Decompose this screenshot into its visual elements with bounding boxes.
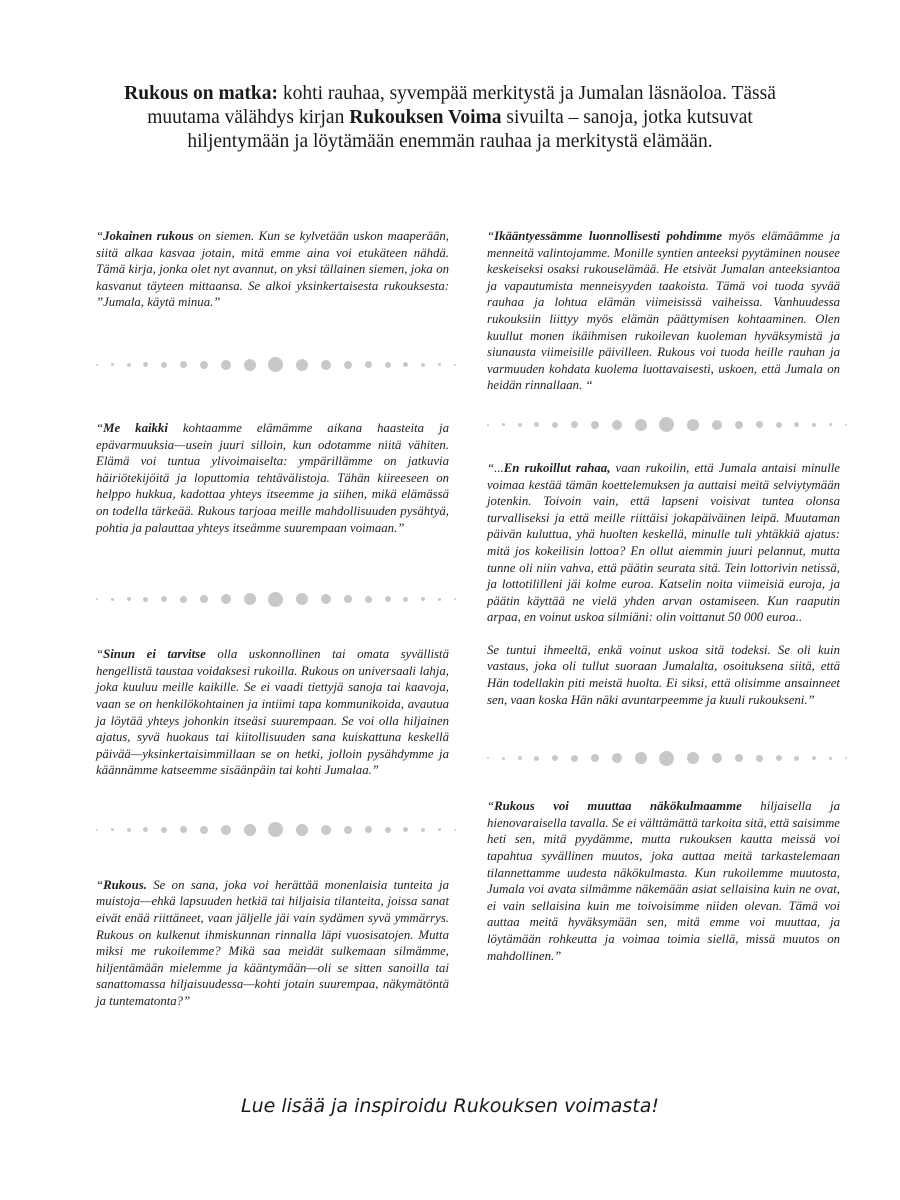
divider-dot bbox=[200, 826, 208, 834]
quote-rukous-voi-muuttaa bbox=[487, 798, 840, 964]
closing-call-to-action: Lue lisää ja inspiroidu Rukouksen voimasta! bbox=[240, 1095, 659, 1117]
dot-divider bbox=[96, 589, 456, 609]
quote-lead: Me kaikki bbox=[103, 420, 168, 435]
divider-dot bbox=[571, 755, 578, 762]
divider-dot bbox=[321, 825, 331, 835]
divider-dot bbox=[712, 420, 722, 430]
divider-dot bbox=[712, 753, 722, 763]
divider-dot bbox=[421, 363, 425, 367]
quote-sinun-ei-tarvitse bbox=[96, 646, 449, 779]
divider-dot bbox=[845, 424, 847, 426]
divider-dot bbox=[127, 597, 131, 601]
divider-dot bbox=[612, 753, 622, 763]
quote-ikaantyessamme bbox=[487, 228, 840, 394]
divider-dot bbox=[221, 594, 231, 604]
divider-dot bbox=[365, 596, 372, 603]
divider-dot bbox=[659, 751, 674, 766]
divider-dot bbox=[385, 362, 391, 368]
divider-dot bbox=[111, 828, 114, 831]
divider-dot bbox=[829, 757, 832, 760]
divider-dot bbox=[111, 363, 114, 366]
quote-text: myös elämäämme ja menneitä valintojamme. Monille syntien anteeksi pyytäminen nousee keskeiseksi osaksi rukouselämää. He etsivät Jumalan anteeksiantoa ja vapautumista menneisyyden taakoista. Tämä voi tuoda syvää rauhaa ja lohtua elämän viimeisissä vaiheissa. Vanhuudessa rukouksiin liittyy myös elämän päättymisen kohtaaminen. Olen kuullut monen ikäihmisen rukoilevan kuoleman hyväksymistä ja siunausta viimeisille päivilleen. Rukous voi tuoda heille rauhan ja varmuuden kohdata kuolema luottavaisesti, uskoen, että Jumala on heidän rinnallaan. “ bbox=[487, 229, 840, 393]
dot-divider bbox=[96, 820, 456, 840]
divider-dot bbox=[385, 827, 391, 833]
divider-dot bbox=[812, 756, 816, 760]
divider-dot bbox=[502, 757, 505, 760]
quote-lead: Jokainen rukous bbox=[103, 229, 194, 243]
quote-open: “ bbox=[487, 799, 495, 814]
divider-dot bbox=[127, 828, 131, 832]
intro-bold-start: Rukous on matka: bbox=[124, 83, 279, 104]
quote-me-kaikki bbox=[96, 420, 449, 536]
divider-dot bbox=[268, 822, 283, 837]
divider-dot bbox=[794, 756, 799, 761]
divider-dot bbox=[96, 364, 98, 366]
divider-dot bbox=[344, 595, 352, 603]
divider-dot bbox=[776, 422, 782, 428]
quote-lead: Rukous. bbox=[103, 877, 147, 892]
quote-text: vaan rukoilin, että Jumala antaisi minulle voimaa kestää tämän koettelemuksen ja auttaisi meitä selviytymään jotenkin. Toivoin vain, että lapseni voisivat tuntea olonsa turvalliseksi ja että meille riittäisi jokapäiväinen leipä. Muutaman päivän kuluttua, yhä huolten keskellä, minulle tuli yhtäkkiä ajatus: mitä jos kokeilisin lottoa? En ollut aiemmin juuri pelannut, mutta tunne oli niin vahva, että päätin seurata sitä. Tein lottorivin netissä, ja lottotililleni jäi kolme euroa. Katselin noita viimeisiä euroja, ja päätin käyttää ne vielä yhden arvan ostamiseen. Kun raaputin arpaa, en voinut uskoa silmiäni: olin voittanut 50 000 euroa.. bbox=[487, 460, 840, 625]
divider-dot bbox=[635, 419, 647, 431]
divider-dot bbox=[403, 362, 408, 367]
divider-dot bbox=[403, 827, 408, 832]
divider-dot bbox=[96, 829, 98, 831]
quote-open: “ bbox=[96, 877, 104, 892]
divider-dot bbox=[296, 593, 308, 605]
quote-rukous bbox=[96, 877, 449, 1010]
divider-dot bbox=[518, 423, 522, 427]
divider-dot bbox=[344, 826, 352, 834]
quote-open: “ bbox=[96, 647, 104, 662]
divider-dot bbox=[571, 421, 578, 428]
quote-text: Se on sana, joka voi herättää monenlaisia tunteita ja muistoja—ehkä lapsuuden hetkiä tai hiljaisia tilanteita, joissa sanat eivät enää riittäneet, vaan jäljelle jäi vain sydämen syvä ymmärrys. Rukous on kulkenut ihmiskunnan rinnalla läpi vuosisatojen. Mutta miksi me rukoilemme? Mikä saa meidät sulkemaan silmämme, hiljentämään mielemme ja kääntymään—oli se sitten sanoilla tai sanattomassa hiljaisuudessa—kohti jotain suurempaa, näkymätöntä ja tuntematonta?” bbox=[96, 877, 449, 1009]
divider-dot bbox=[534, 422, 539, 427]
divider-dot bbox=[321, 360, 331, 370]
divider-dot bbox=[735, 754, 743, 762]
divider-dot bbox=[244, 824, 256, 836]
divider-dot bbox=[200, 595, 208, 603]
divider-dot bbox=[143, 827, 148, 832]
divider-dot bbox=[635, 752, 647, 764]
divider-dot bbox=[518, 756, 522, 760]
intro-book-title: Rukouksen Voima bbox=[349, 107, 502, 128]
left-column bbox=[96, 228, 449, 1010]
divider-dot bbox=[221, 360, 231, 370]
quote-lead: Rukous voi muuttaa näkökulmaamme bbox=[494, 799, 742, 814]
divider-dot bbox=[776, 755, 782, 761]
divider-dot bbox=[385, 596, 391, 602]
divider-dot bbox=[96, 598, 98, 600]
divider-dot bbox=[687, 419, 699, 431]
dot-divider bbox=[96, 355, 456, 375]
divider-dot bbox=[756, 421, 763, 428]
divider-dot bbox=[221, 825, 231, 835]
divider-dot bbox=[143, 597, 148, 602]
divider-dot bbox=[268, 592, 283, 607]
intro-text-1: kohti rauhaa, syvempää merkitystä ja Jumalan läsnäoloa. Tässä muutama välähdys kirjan bbox=[147, 83, 776, 128]
divider-dot bbox=[487, 757, 489, 759]
divider-dot bbox=[244, 359, 256, 371]
divider-dot bbox=[454, 598, 456, 600]
quote-text: kohtaamme elämämme aikana haasteita ja epävarmuuksia—usein juuri silloin, kun odotamme niitä vähiten. Elämä voi tuntua ylivoimaiselta: ympärillämme on jatkuvia häiriötekijöitä ja loputtomia tehtävälistoja. Tähän kiireeseen on helppo hukkua, kadottaa yhteys itseemme ja siihen, mikä elämässä on todella tärkeää. Rukous tarjoaa meille mahdollisuuden pysähtyä, pohtia ja palauttaa yhteys itseämme suurempaan voimaan.” bbox=[96, 420, 449, 535]
divider-dot bbox=[180, 826, 187, 833]
divider-dot bbox=[244, 593, 256, 605]
intro-text-2: sivuilta – sanoja, jotka kutsuvat hiljentymään ja löytämään enemmän rauhaa ja merkitystä elämään. bbox=[187, 107, 753, 152]
divider-dot bbox=[321, 594, 331, 604]
divider-dot bbox=[794, 422, 799, 427]
divider-dot bbox=[161, 362, 167, 368]
divider-dot bbox=[454, 829, 456, 831]
quote-open: “... bbox=[487, 460, 504, 475]
divider-dot bbox=[687, 752, 699, 764]
divider-dot bbox=[591, 754, 599, 762]
divider-dot bbox=[612, 420, 622, 430]
quote-text: hiljaisella ja hienovaraisella tavalla. Se ei välttämättä tarkoita sitä, että saisimme heti sen, mitä pyydämme, mutta rukouksen kautta meissä voi tapahtua syvällinen muutos, joka auttaa meitä tarkastelemaan tilannettamme uudesta näkökulmasta. Kun rukoilemme muutosta, Jumala voi avata silmämme näkemään asiat sellaisina kuin ne ovat, ei vain sellaisina kuin me toivoisimme niiden olevan. Tämä voi auttaa meitä hyväksymään sen, mitä emme voi muuttaa, ja löytämään rohkeutta ja voimaa toimia siellä, missä muutos on mahdollinen.” bbox=[487, 799, 840, 963]
quote-en-rukoillut-rahaa bbox=[487, 460, 840, 626]
quote-open: “ bbox=[487, 229, 495, 243]
divider-dot bbox=[438, 363, 441, 366]
divider-dot bbox=[487, 424, 489, 426]
divider-dot bbox=[659, 417, 674, 432]
dot-divider bbox=[487, 415, 847, 435]
quote-jokainen-rukous bbox=[96, 228, 449, 311]
divider-dot bbox=[127, 363, 131, 367]
divider-dot bbox=[200, 361, 208, 369]
divider-dot bbox=[756, 755, 763, 762]
divider-dot bbox=[161, 596, 167, 602]
quote-text: olla uskonnollinen tai omata syvällistä hengellistä taustaa voidaksesi rukoilla. Rukous on universaali lahja, joka kuuluu meille kaikille. Se ei vaadi tiettyjä sanoja tai kaavoja, vaan se on henkilökohtainen ja intiimi tapa kommunikoida, avautua ja löytää yhteys johonkin itseäsi suurempaan. Se voi olla hiljainen ajatus, syvä huokaus tai kiitollisuuden sana kuiskattuna keskellä päivää—yksinkertaisimmillaan se on hetki, jolloin pysähdymme ja käännämme katseemme sisäänpäin tai kohti Jumalaa.” bbox=[96, 647, 449, 778]
divider-dot bbox=[552, 422, 558, 428]
divider-dot bbox=[812, 423, 816, 427]
quote-lead: Ikääntyessämme luonnollisesti pohdimme bbox=[494, 229, 723, 243]
quote-open: “ bbox=[96, 420, 104, 435]
divider-dot bbox=[552, 755, 558, 761]
divider-dot bbox=[403, 597, 408, 602]
divider-dot bbox=[365, 826, 372, 833]
quote-text: on siemen. Kun se kylvetään uskon maaperään, siitä alkaa kasvaa jotain, mitä emme aina voi etukäteen nähdä. Tämä kirja, jonka olet nyt avannut, on yksi tällainen siemen, joka on kasvanut täyteen mittaansa. Se alkoi yksinkertaisesta rukouksesta: ”Jumala, käytä minua.” bbox=[96, 229, 449, 310]
quote-en-rukoillut-rahaa-continued: Se tuntui ihmeeltä, enkä voinut uskoa sitä todeksi. Se oli kuin vastaus, joka oli tullut suoraan Jumalalta, osoituksena siitä, että Hän todellakin piti meistä huolta. Ei siksi, että olisimme ansainneet sen, vaan koska Hän näki avuntarpeemme ja kuuli rukoukseni.” bbox=[487, 642, 840, 707]
intro-paragraph bbox=[110, 82, 790, 154]
divider-dot bbox=[735, 421, 743, 429]
divider-dot bbox=[365, 361, 372, 368]
divider-dot bbox=[454, 364, 456, 366]
divider-dot bbox=[438, 828, 441, 831]
divider-dot bbox=[180, 361, 187, 368]
divider-dot bbox=[421, 828, 425, 832]
quote-lead: Sinun ei tarvitse bbox=[103, 647, 206, 662]
divider-dot bbox=[296, 824, 308, 836]
divider-dot bbox=[829, 423, 832, 426]
right-column bbox=[487, 228, 840, 964]
divider-dot bbox=[845, 757, 847, 759]
quote-lead: En rukoillut rahaa, bbox=[503, 460, 611, 475]
divider-dot bbox=[502, 423, 505, 426]
divider-dot bbox=[438, 598, 441, 601]
divider-dot bbox=[143, 362, 148, 367]
quote-open: “ bbox=[96, 229, 104, 243]
dot-divider bbox=[487, 748, 847, 768]
divider-dot bbox=[180, 596, 187, 603]
divider-dot bbox=[344, 361, 352, 369]
divider-dot bbox=[534, 756, 539, 761]
divider-dot bbox=[421, 597, 425, 601]
divider-dot bbox=[161, 827, 167, 833]
divider-dot bbox=[111, 598, 114, 601]
divider-dot bbox=[268, 357, 283, 372]
divider-dot bbox=[591, 421, 599, 429]
divider-dot bbox=[296, 359, 308, 371]
